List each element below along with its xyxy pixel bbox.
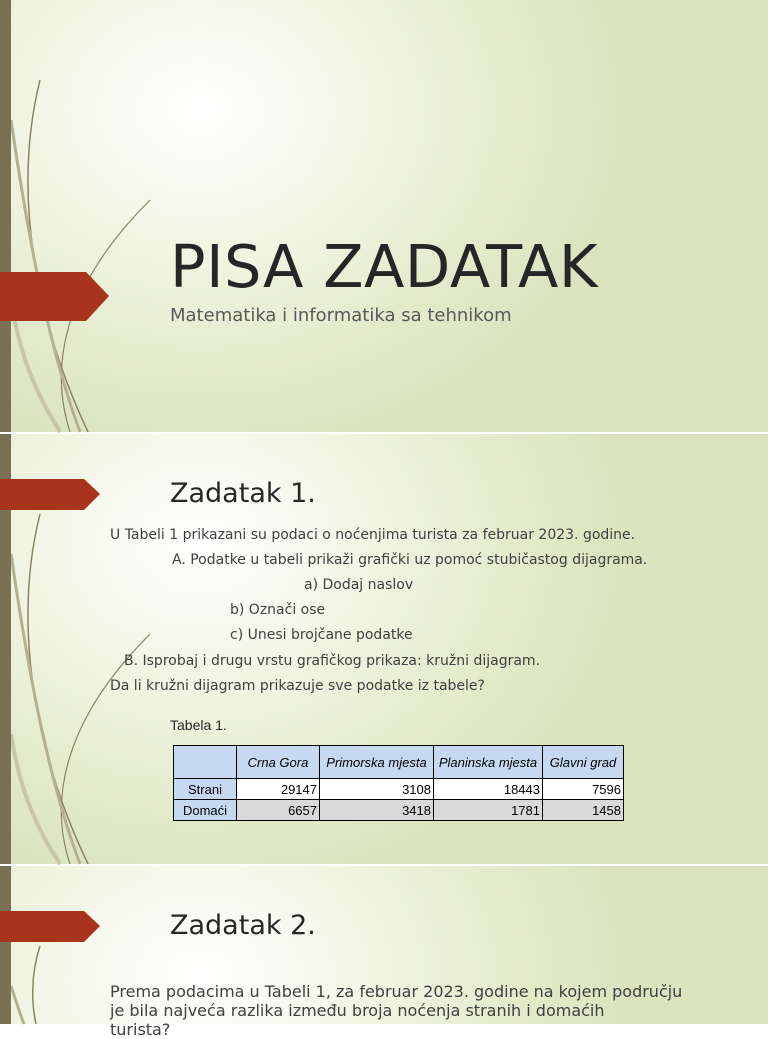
task2-slide — [0, 866, 768, 1039]
task2-line: je bila najveća razlika između broja noćenja stranih i domaćih — [110, 1001, 605, 1020]
column-header: Crna Gora — [237, 746, 320, 779]
question-text: Da li kružni dijagram prikazuje sve podatke iz tabele? — [110, 678, 485, 694]
decorative-curves — [0, 0, 160, 432]
slide-heading: Zadatak 1. — [170, 478, 316, 509]
row-header: Strani — [174, 779, 237, 800]
table-cell: 6657 — [237, 800, 320, 821]
table-row — [174, 779, 624, 800]
table-cell: 3418 — [320, 800, 434, 821]
slide-title: PISA ZADATAK — [170, 232, 599, 301]
side-bar — [0, 0, 11, 432]
task2-line: Prema podacima u Tabeli 1, za februar 2023. godine na kojem području — [110, 982, 683, 1001]
column-header: Planinska mjesta — [434, 746, 543, 779]
accent-arrow-tab — [0, 272, 109, 321]
accent-arrow-tab — [0, 479, 100, 510]
table-cell: 29147 — [237, 779, 320, 800]
accent-arrow-tab — [0, 911, 100, 942]
subtask-a: a) Dodaj naslov — [304, 577, 414, 593]
task2-text — [110, 982, 710, 1039]
slide-heading: Zadatak 2. — [170, 910, 316, 941]
subtask-b: b) Označi ose — [230, 602, 326, 618]
table-cell: 7596 — [543, 779, 624, 800]
task1-slide — [0, 434, 768, 864]
side-bar — [0, 866, 11, 1024]
title-slide — [0, 0, 768, 432]
data-table — [173, 745, 624, 821]
task-b-text: B. Isprobaj i drugu vrstu grafičkog prikaza: kružni dijagram. — [124, 653, 541, 669]
table-row — [174, 800, 624, 821]
task-a-text: A. Podatke u tabeli prikaži grafički uz pomoć stubičastog dijagrama. — [172, 552, 648, 568]
table-header-row — [174, 746, 624, 779]
slide-subtitle: Matematika i informatika sa tehnikom — [170, 305, 512, 326]
column-header: Glavni grad — [543, 746, 624, 779]
table-cell: 1781 — [434, 800, 543, 821]
table-cell: 1458 — [543, 800, 624, 821]
table-corner-cell — [174, 746, 237, 779]
intro-text: U Tabeli 1 prikazani su podaci o noćenjima turista za februar 2023. godine. — [110, 527, 636, 543]
task2-line: turista? — [110, 1020, 171, 1039]
column-header: Primorska mjesta — [320, 746, 434, 779]
table-cell: 3108 — [320, 779, 434, 800]
subtask-c: c) Unesi brojčane podatke — [230, 627, 413, 643]
table-cell: 18443 — [434, 779, 543, 800]
table-caption: Tabela 1. — [170, 717, 227, 733]
row-header: Domaći — [174, 800, 237, 821]
